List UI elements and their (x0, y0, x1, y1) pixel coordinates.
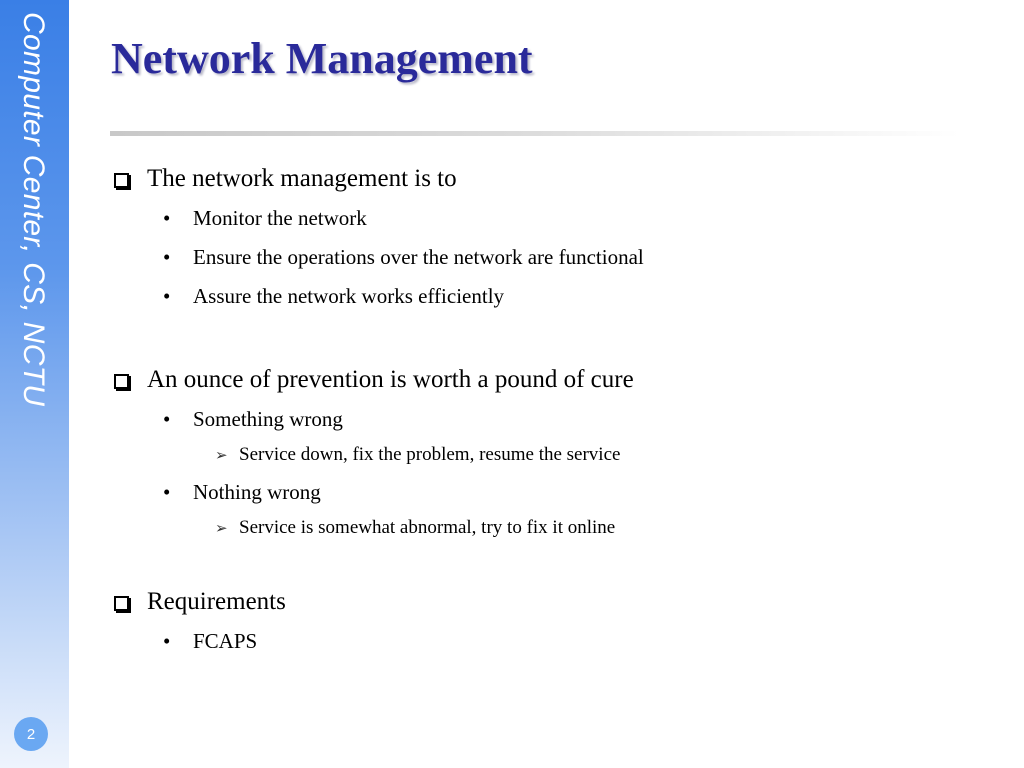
section-heading-text: The network management is to (147, 165, 457, 192)
list-item (163, 480, 321, 505)
section-heading-text: An ounce of prevention is worth a pound of cure (147, 366, 634, 393)
arrow-right-icon: ➢ (215, 520, 228, 537)
bullet-dot-icon: • (163, 245, 171, 269)
bullet-dot-icon: • (163, 407, 171, 431)
list-item (163, 284, 504, 309)
sub-list-item-text: Service down, fix the problem, resume the service (239, 444, 621, 465)
bullet-dot-icon: • (163, 206, 171, 230)
list-item (163, 245, 644, 270)
bullet-dot-icon: • (163, 284, 171, 308)
sub-list-item (215, 517, 615, 539)
sidebar-org-label: Computer Center, CS, NCTU (17, 12, 50, 407)
section-heading (114, 165, 457, 193)
sub-list-item (215, 444, 620, 466)
list-item-text: Monitor the network (193, 206, 367, 230)
list-item-text: FCAPS (193, 629, 258, 653)
checkbox-square-icon (114, 596, 129, 611)
page-number-badge: 2 (14, 717, 48, 751)
section-heading (114, 588, 286, 616)
checkbox-square-icon (114, 374, 129, 389)
section-heading-text: Requirements (147, 588, 286, 615)
bullet-dot-icon: • (163, 480, 171, 504)
checkbox-square-icon (114, 173, 129, 188)
list-item (163, 206, 367, 231)
list-item-text: Something wrong (193, 407, 343, 431)
list-item-text: Nothing wrong (193, 480, 321, 504)
arrow-right-icon: ➢ (215, 447, 228, 464)
section-heading (114, 366, 634, 394)
bullet-dot-icon: • (163, 629, 171, 653)
list-item (163, 629, 257, 654)
list-item (163, 407, 343, 432)
list-item-text: Ensure the operations over the network are functional (193, 245, 644, 269)
slide-title: Network Management (111, 34, 533, 83)
list-item-text: Assure the network works efficiently (193, 284, 505, 308)
sub-list-item-text: Service is somewhat abnormal, try to fix it online (239, 517, 616, 538)
